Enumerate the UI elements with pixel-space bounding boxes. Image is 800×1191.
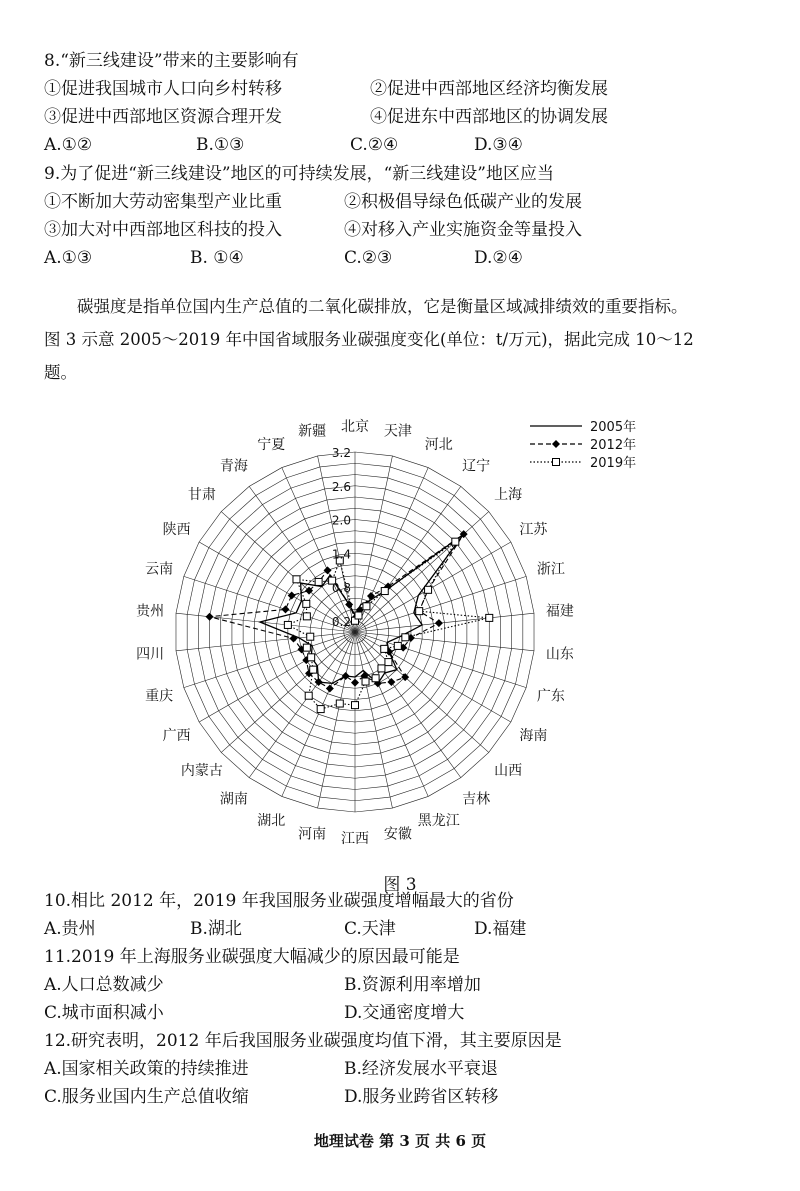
category-label: 浙江: [536, 561, 565, 578]
page-footer: 地理试卷 第 3 页 共 6 页: [313, 1132, 487, 1150]
q10-option-d: D.福建: [474, 919, 527, 939]
q9-statement-3: ③加大对中西部地区科技的投入: [44, 220, 282, 240]
radar-spoke: [199, 632, 355, 722]
radar-spoke: [318, 632, 355, 808]
radial-tick-label: 2.6: [331, 479, 351, 494]
data-point-square: [416, 608, 423, 615]
data-point-diamond: [435, 619, 443, 627]
radar-grid: [176, 452, 534, 812]
radial-tick-label: 0.2: [331, 614, 351, 629]
q9-statement-1: ①不断加大劳动密集型产业比重: [44, 192, 282, 212]
legend-label: 2005年: [590, 420, 637, 435]
q9-option-b: B. ①④: [190, 248, 244, 268]
data-point-square: [303, 600, 310, 607]
radial-tick-label: 1.4: [331, 547, 351, 562]
data-point-square: [308, 654, 315, 661]
q11-option-b: B.资源利用率增加: [344, 975, 481, 995]
q8-option-c: C.②④: [350, 135, 399, 155]
data-point-square: [336, 700, 343, 707]
data-point-diamond: [289, 634, 297, 642]
category-label: 北京: [341, 419, 369, 435]
radial-tick-label: 0.8: [331, 581, 351, 595]
category-label: 上海: [494, 487, 523, 504]
q11-option-c: C.城市面积减小: [44, 1003, 164, 1023]
legend-marker-square: [553, 459, 560, 466]
q8-statement-4: ④促进东中西部地区的协调发展: [370, 107, 608, 127]
data-point-square: [352, 702, 359, 709]
data-point-square: [303, 613, 310, 620]
q8-statement-3: ③促进中西部地区资源合理开发: [44, 107, 282, 127]
data-point-square: [372, 675, 379, 682]
intro-line-1: 碳强度是指单位国内生产总值的二氧化碳排放，它是衡量区域减排绩效的重要指标。: [77, 297, 688, 316]
q12-option-b: B.经济发展水平衰退: [344, 1059, 498, 1079]
radial-tick-label: 2.0: [331, 513, 351, 528]
q8-statement-1: ①促进我国城市人口向乡村转移: [44, 79, 282, 99]
data-point-square: [381, 645, 388, 652]
category-label: 安徽: [383, 826, 412, 843]
chart-legend: [530, 419, 636, 471]
data-point-square: [303, 644, 310, 651]
data-point-square: [305, 692, 312, 699]
category-label: 山西: [494, 762, 523, 779]
q9-option-a: A.①③: [44, 248, 93, 268]
q10-option-b: B.湖北: [190, 919, 242, 939]
q8-option-a: A.①②: [44, 135, 93, 155]
category-label: 宁夏: [257, 436, 286, 453]
data-point-diamond: [387, 678, 395, 686]
data-point-square: [315, 578, 322, 585]
data-point-square: [362, 678, 369, 685]
data-point-square: [378, 665, 385, 672]
q9-option-c: C.②③: [344, 248, 393, 268]
q11-stem: 11.2019 年上海服务业碳强度大幅减少的原因最可能是: [44, 947, 460, 967]
q8-option-b: B.①③: [196, 135, 245, 155]
q9-statement-4: ④对移入产业实施资金等量投入: [344, 220, 582, 240]
category-label: 陕西: [162, 522, 191, 538]
data-point-square: [293, 576, 300, 583]
legend-marker-diamond: [552, 440, 560, 448]
data-point-square: [385, 659, 392, 666]
q11-option-d: D.交通密度增大: [344, 1003, 465, 1023]
data-point-square: [363, 603, 370, 610]
radar-chart-svg: [0, 400, 800, 870]
category-label: 广东: [536, 688, 565, 705]
q9-statement-2: ②积极倡导绿色低碳产业的发展: [344, 192, 582, 212]
category-label: 重庆: [145, 688, 174, 705]
data-point-square: [355, 612, 362, 619]
legend-label: 2019年: [590, 456, 637, 471]
q12-option-a: A.国家相关政策的持续推进: [44, 1059, 249, 1079]
data-point-diamond: [326, 685, 334, 693]
q12-stem: 12.研究表明，2012 年后我国服务业碳强度均值下滑，其主要原因是: [44, 1031, 562, 1051]
data-point-square: [284, 621, 291, 628]
data-point-square: [425, 586, 432, 593]
category-label: 海南: [519, 728, 548, 744]
category-label: 四川: [136, 646, 165, 663]
data-point-diamond: [367, 592, 375, 600]
category-label: 广西: [162, 728, 191, 744]
category-label: 贵州: [136, 603, 165, 620]
category-label: 甘肃: [187, 487, 216, 504]
data-point-square: [381, 588, 388, 595]
category-label: 云南: [145, 561, 174, 578]
category-label: 辽宁: [462, 458, 491, 475]
category-label: 福建: [545, 603, 574, 620]
category-label: 青海: [219, 458, 248, 475]
category-label: 天津: [383, 423, 412, 440]
data-point-diamond: [324, 566, 332, 574]
q9-option-d: D.②④: [474, 248, 523, 268]
category-label: 内蒙古: [180, 762, 223, 779]
radar-chart: [0, 400, 800, 870]
data-point-square: [402, 634, 409, 641]
radar-spoke: [355, 632, 489, 752]
intro-paragraph: [44, 290, 764, 389]
q10-option-a: A.贵州: [44, 919, 96, 939]
category-label: 江苏: [519, 522, 548, 538]
category-label: 河南: [298, 826, 327, 843]
category-label: 河北: [424, 436, 453, 453]
q12-option-c: C.服务业国内生产总值收缩: [44, 1087, 249, 1107]
category-label: 山东: [545, 646, 574, 663]
data-point-square: [452, 538, 459, 545]
q8-statement-2: ②促进中西部地区经济均衡发展: [370, 79, 608, 99]
category-label: 湖北: [257, 813, 286, 830]
q10-option-c: C.天津: [344, 919, 396, 939]
legend-label: 2012年: [590, 438, 637, 453]
data-point-square: [307, 633, 314, 640]
category-label: 黑龙江: [417, 813, 460, 830]
q8-stem: 8.“新三线建设”带来的主要影响有: [44, 51, 299, 71]
intro-line-3: 题。: [44, 363, 77, 382]
data-point-diamond: [351, 679, 359, 687]
category-label: 吉林: [462, 791, 491, 808]
data-point-square: [394, 642, 401, 649]
q9-stem: 9.为了促进“新三线建设”地区的可持续发展，“新三线建设”地区应当: [44, 164, 554, 184]
data-point-square: [317, 706, 324, 713]
category-label: 江西: [341, 831, 369, 847]
data-point-diamond: [206, 613, 214, 621]
data-point-diamond: [288, 591, 296, 599]
data-point-square: [486, 614, 493, 621]
data-point-square: [310, 666, 317, 673]
q11-option-a: A.人口总数减少: [44, 975, 164, 995]
intro-line-2: 图 3 示意 2005～2019 年中国省域服务业碳强度变化(单位：t/万元)，据此完成 10～12: [44, 330, 694, 349]
category-label: 新疆: [298, 423, 327, 440]
category-label: 湖南: [219, 791, 248, 808]
q10-stem: 10.相比 2012 年，2019 年我国服务业碳强度增幅最大的省份: [44, 891, 514, 911]
data-point-diamond: [345, 600, 353, 608]
figure-label: 图 3: [383, 875, 417, 895]
radar-spoke: [221, 632, 355, 752]
radial-tick-label: 3.2: [331, 446, 351, 460]
q12-option-d: D.服务业跨省区转移: [344, 1087, 499, 1107]
data-point-diamond: [281, 605, 289, 613]
q8-option-d: D.③④: [474, 135, 523, 155]
